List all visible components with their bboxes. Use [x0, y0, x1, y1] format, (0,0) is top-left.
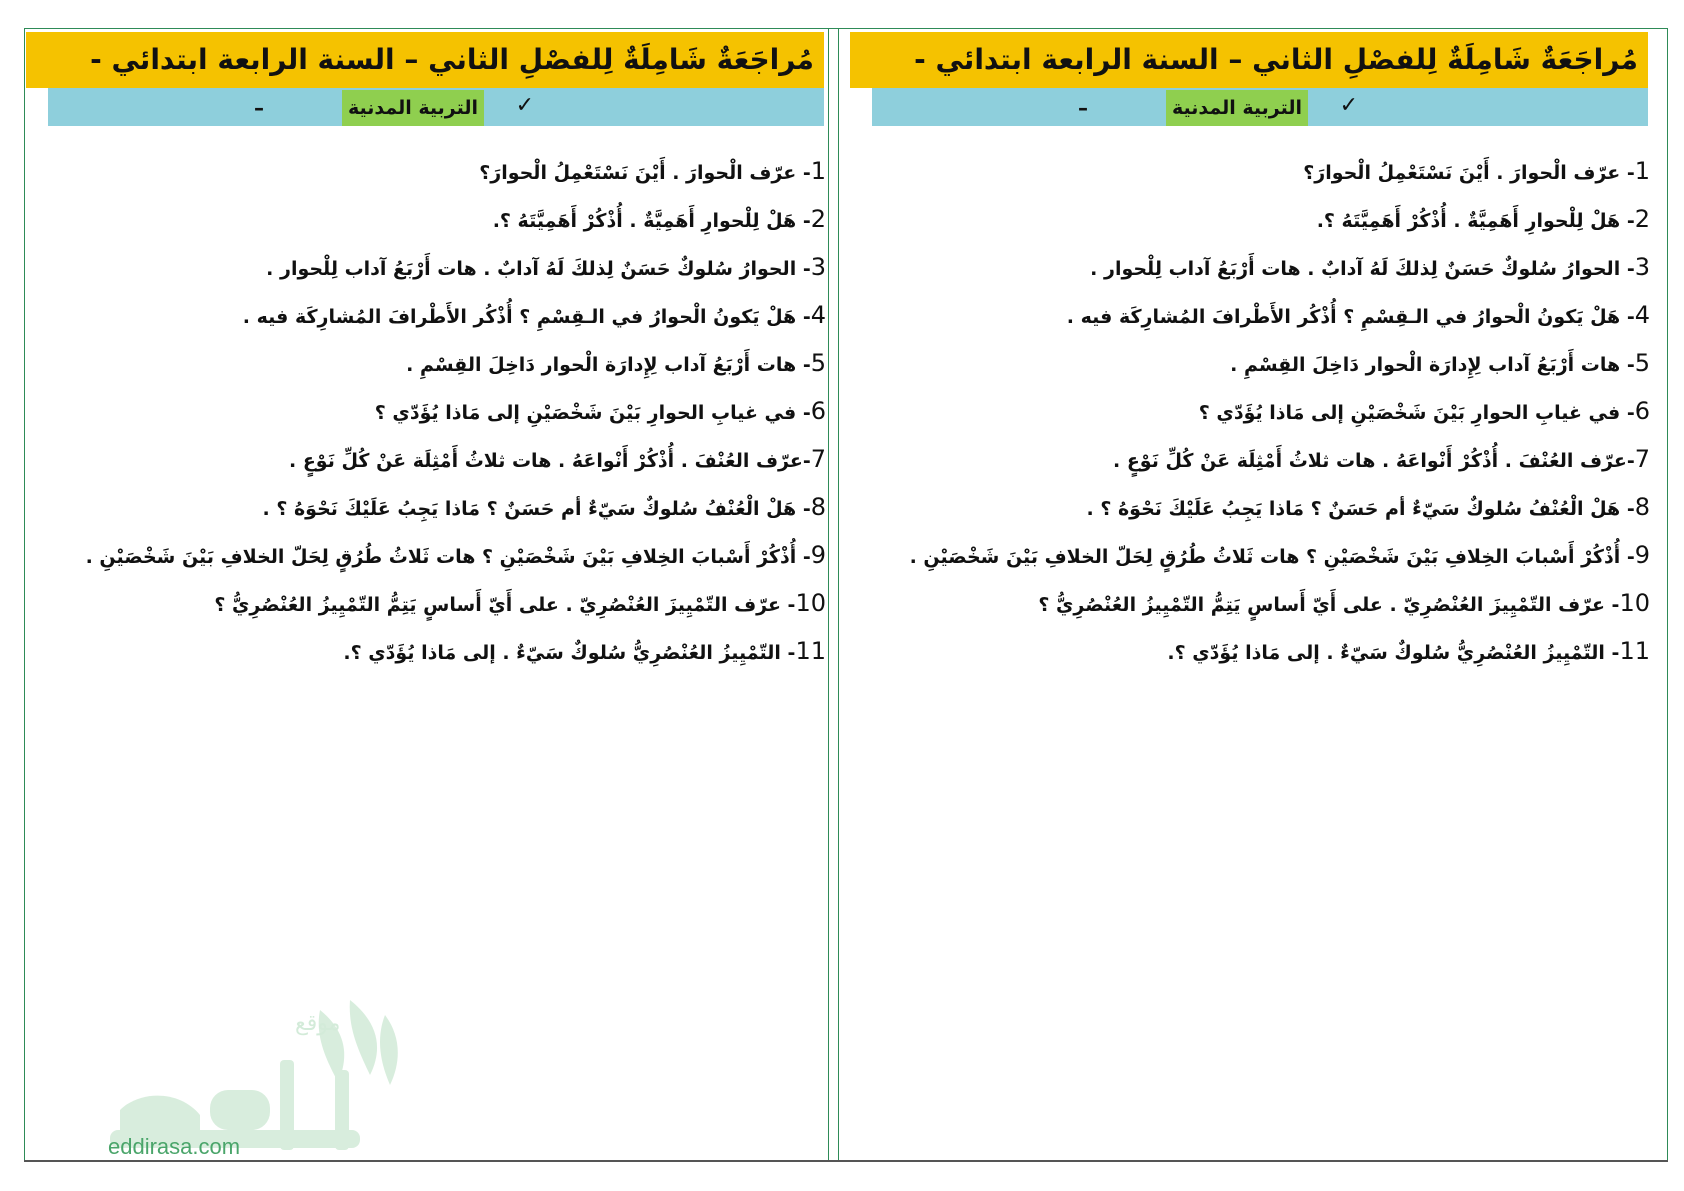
question-item: 11- التّمْيِيزُ العُنْصُرِيُّ سُلوكٌ سَيّءٌ . إلى مَاذا يُؤَدّي ؟.	[343, 637, 826, 665]
panel-divider-2	[838, 28, 839, 1162]
question-item: 3- الحوارُ سُلوكٌ حَسَنٌ لِذلكَ لَهُ آدابٌ . هات أَرْبَعُ آداب لِلْحوار .	[1090, 253, 1650, 281]
watermark-small: موقع	[295, 1011, 341, 1036]
question-item: 10- عرّف التّمْيِيزَ العُنْصُرِيّ . على أَيّ أَساسٍ يَتِمُّ التّمْيِيزُ العُنْصُرِيُّ ؟	[214, 589, 826, 617]
check-icon: ✓	[515, 93, 534, 118]
watermark-url: eddirasa.com	[108, 1134, 241, 1159]
subject-label: التربية المدنية	[342, 90, 484, 126]
subject-bar	[48, 88, 824, 126]
question-item: 1- عرّف الْحوارَ . أَيْنَ نَسْتَعْمِلُ الْحوارَ؟	[479, 157, 826, 185]
question-item: 7-عرّف العُنْفَ . أُذْكُرْ أَنْواعَهُ . هات ثلاثُ أَمْثِلَة عَنْ كُلِّ نَوْعٍ .	[1112, 445, 1650, 473]
question-item: 2- هَلْ لِلْحوارِ أَهَمِيَّةٌ . أُذْكُرْ أَهَمِيَّتَهُ ؟.	[1316, 205, 1650, 233]
panel-divider	[828, 28, 829, 1162]
worksheet-panel-right	[850, 30, 1650, 1156]
question-item: 8- هَلْ الْعُنْفُ سُلوكٌ سَيّءٌ أم حَسَنٌ ؟ مَاذا يَجِبُ عَلَيْكَ نَحْوَهُ ؟ .	[262, 493, 826, 521]
question-list	[36, 148, 826, 676]
subject-label: التربية المدنية	[1166, 90, 1308, 126]
question-item: 1- عرّف الْحوارَ . أَيْنَ نَسْتَعْمِلُ الْحوارَ؟	[1303, 157, 1650, 185]
check-icon: ✓	[1339, 93, 1358, 118]
question-item: 9- أُذْكُرْ أَسْبابَ الخِلافِ بَيْنَ شَخْصَيْنِ ؟ هات ثَلاثُ طُرُقٍ لِحَلّ الخلافِ بَيْنَ شَخْصَيْنِ .	[85, 541, 826, 569]
question-item: 6- في غيابِ الحوارِ بَيْنَ شَخْصَيْنِ إلى مَاذا يُؤَدّي ؟	[374, 397, 826, 425]
question-item: 5- هات أَرْبَعُ آداب لِإِدارَة الْحوار دَاخِلَ القِسْمِ .	[1230, 349, 1650, 377]
question-item: 8- هَلْ الْعُنْفُ سُلوكٌ سَيّءٌ أم حَسَنٌ ؟ مَاذا يَجِبُ عَلَيْكَ نَحْوَهُ ؟ .	[1086, 493, 1650, 521]
question-item: 5- هات أَرْبَعُ آداب لِإِدارَة الْحوار دَاخِلَ القِسْمِ .	[406, 349, 826, 377]
question-list	[860, 148, 1650, 676]
page-title: مُراجَعَةٌ شَامِلَةٌ لِلفصْلِ الثاني – السنة الرابعة ابتدائي -	[850, 32, 1648, 88]
question-item: 7-عرّف العُنْفَ . أُذْكُرْ أَنْواعَهُ . هات ثلاثُ أَمْثِلَة عَنْ كُلِّ نَوْعٍ .	[288, 445, 826, 473]
question-item: 11- التّمْيِيزُ العُنْصُرِيُّ سُلوكٌ سَيّءٌ . إلى مَاذا يُؤَدّي ؟.	[1167, 637, 1650, 665]
subject-bar	[872, 88, 1648, 126]
subject-dash: –	[1078, 96, 1088, 120]
page-title: مُراجَعَةٌ شَامِلَةٌ لِلفصْلِ الثاني – السنة الرابعة ابتدائي -	[26, 32, 824, 88]
question-item: 4- هَلْ يَكونُ الْحوارُ في الـقِسْمِ ؟ أُذْكُر الأَطْرافَ المُشارِكَة فيه .	[1066, 301, 1650, 329]
question-item: 4- هَلْ يَكونُ الْحوارُ في الـقِسْمِ ؟ أُذْكُر الأَطْرافَ المُشارِكَة فيه .	[242, 301, 826, 329]
question-item: 9- أُذْكُرْ أَسْبابَ الخِلافِ بَيْنَ شَخْصَيْنِ ؟ هات ثَلاثُ طُرُقٍ لِحَلّ الخلافِ بَيْنَ شَخْصَيْنِ .	[909, 541, 1650, 569]
question-item: 3- الحوارُ سُلوكٌ حَسَنٌ لِذلكَ لَهُ آدابٌ . هات أَرْبَعُ آداب لِلْحوار .	[266, 253, 826, 281]
question-item: 10- عرّف التّمْيِيزَ العُنْصُرِيّ . على أَيّ أَساسٍ يَتِمُّ التّمْيِيزُ العُنْصُرِيُّ ؟	[1038, 589, 1650, 617]
frame-right-line	[1667, 28, 1668, 1162]
question-item: 6- في غيابِ الحوارِ بَيْنَ شَخْصَيْنِ إلى مَاذا يُؤَدّي ؟	[1198, 397, 1650, 425]
question-item: 2- هَلْ لِلْحوارِ أَهَمِيَّةٌ . أُذْكُرْ أَهَمِيَّتَهُ ؟.	[492, 205, 826, 233]
subject-dash: –	[254, 96, 264, 120]
frame-top-line	[24, 28, 1668, 29]
frame-left-line	[24, 28, 25, 1162]
worksheet-panel-left	[26, 30, 826, 1156]
